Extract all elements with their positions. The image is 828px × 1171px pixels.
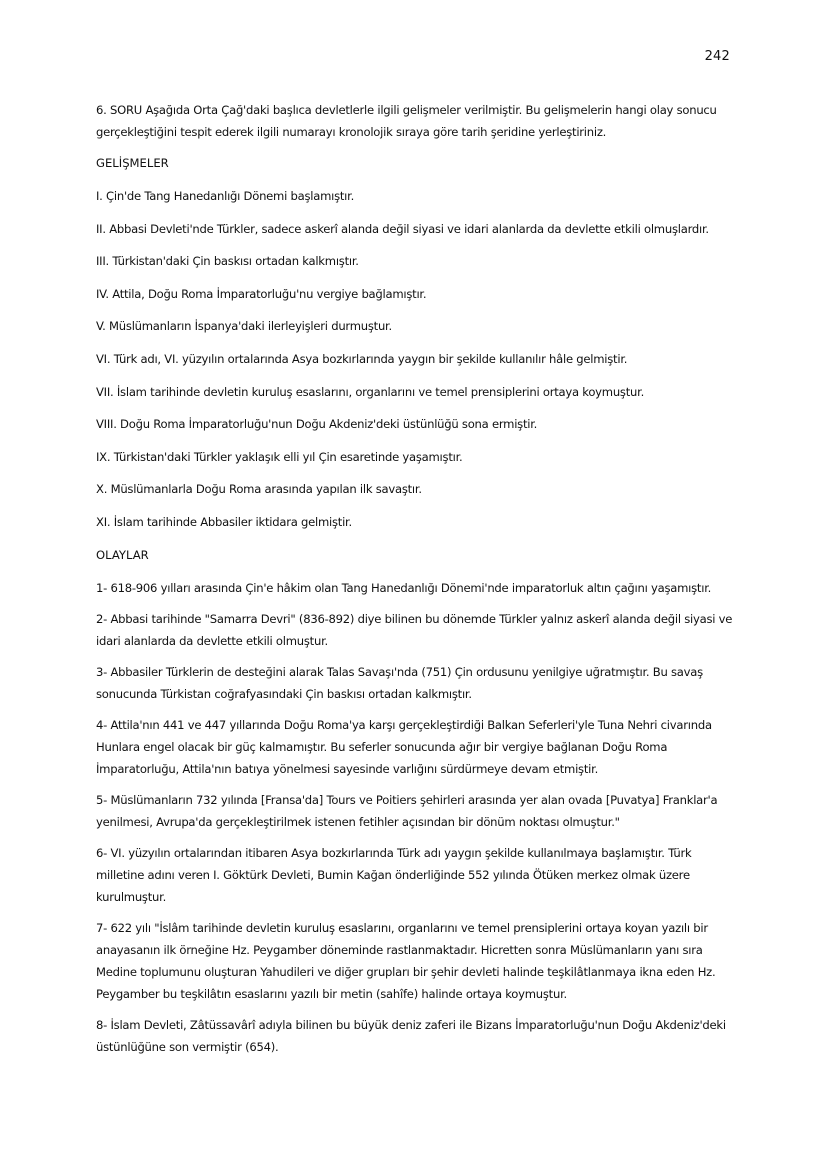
event-item: 8- İslam Devleti, Zâtüssavârî adıyla bilinen bu büyük deniz zaferi ile Bizans İmparatorluğu'nun Doğu Akdeniz'deki üstünlüğüne son vermiştir (654). bbox=[96, 1017, 726, 1054]
development-item: I. Çin'de Tang Hanedanlığı Dönemi başlamıştır. bbox=[96, 189, 355, 203]
development-item: II. Abbasi Devleti'nde Türkler, sadece askerî alanda değil siyasi ve idari alanlarda da devlette etkili olmuşlardır. bbox=[96, 221, 709, 236]
development-item: III. Türkistan'daki Çin baskısı ortadan kalkmıştır. bbox=[96, 254, 359, 269]
development-item: IX. Türkistan'daki Türkler yaklaşık elli yıl Çin esaretinde yaşamıştır. bbox=[96, 449, 463, 464]
question-text: 6. SORU Aşağıda Orta Çağ'daki başlıca devletlerle ilgili gelişmeler verilmiştir. Bu gelişmelerin hangi olay sonucu gerçekleştiğini tespit ederek ilgili numarayı kronolojik sıraya göre tarih şeridine yerleştiriniz. bbox=[96, 103, 717, 139]
event-item: 5- Müslümanların 732 yılında [Fransa'da] Tours ve Poitiers şehirleri arasında yer alan ovada [Puvatya] Franklar'a yenilmesi, Avrupa'da gerçekleştirilmek istenen fetihler açısından bir dönüm noktası olmuştur." bbox=[96, 792, 718, 829]
development-item: VI. Türk adı, VI. yüzyılın ortalarında Asya bozkırlarında yaygın bir şekilde kullanılır hâle gelmiştir. bbox=[96, 351, 628, 366]
development-item: X. Müslümanlarla Doğu Roma arasında yapılan ilk savaştır. bbox=[96, 482, 422, 497]
event-item: 4- Attila'nın 441 ve 447 yıllarında Doğu Roma'ya karşı gerçekleştirdiği Balkan Seferleri'yle Tuna Nehri civarında Hunlara engel olacak bir güç kalmamıştır. Bu seferler sonucunda ağır bir vergiye bağlanan Doğu Roma İmparatorluğu, Attila'nın batıya yönelmesi sayesinde varlığını sürdürmeye devam etmiştir. bbox=[96, 717, 712, 776]
event-item: 6- VI. yüzyılın ortalarından itibaren Asya bozkırlarında Türk adı yaygın şekilde kullanılmaya başlamıştır. Türk milletine adını veren I. Göktürk Devleti, Bumin Kağan önderliğinde 552 yılında Ötüken merkez olmak üzere kurulmuştur. bbox=[96, 845, 692, 904]
developments-heading: GELİŞMELER bbox=[96, 156, 169, 170]
development-item: VIII. Doğu Roma İmparatorluğu'nun Doğu Akdeniz'deki üstünlüğü sona ermiştir. bbox=[96, 417, 538, 432]
development-item: XI. İslam tarihinde Abbasiler iktidara gelmiştir. bbox=[96, 514, 352, 529]
development-item: IV. Attila, Doğu Roma İmparatorluğu'nu vergiye bağlamıştır. bbox=[96, 286, 427, 301]
development-item: V. Müslümanların İspanya'daki ilerleyişleri durmuştur. bbox=[96, 319, 392, 334]
event-item: 7- 622 yılı "İslâm tarihinde devletin kuruluş esaslarını, organlarını ve temel prensiplerini ortaya koyan yazılı bir anayasanın ilk örneğine Hz. Peygamber döneminde rastlanmaktadır. Hicretten sonra Müslümanların yanı sıra Medine toplumunu oluşturan Yahudileri ve diğer grupları bir şehir devleti halinde teşkilâtlanmaya ikna eden Hz. Peygamber bu teşkilâtın esaslarını yazılı bir metin (sahîfe) halinde ortaya koymuştur. bbox=[96, 920, 716, 1001]
event-item: 2- Abbasi tarihinde "Samarra Devri" (836-892) diye bilinen bu dönemde Türkler yalnız askerî alanda değil siyasi ve idari alanlarda da devlette etkili olmuştur. bbox=[96, 611, 733, 648]
event-item: 3- Abbasiler Türklerin de desteğini alarak Talas Savaşı'nda (751) Çin ordusunu yenilgiye uğratmıştır. Bu savaş sonucunda Türkistan coğrafyasındaki Çin baskısı ortadan kalkmıştır. bbox=[96, 664, 703, 701]
page-number: 242 bbox=[704, 49, 730, 64]
event-item: 1- 618-906 yılları arasında Çin'e hâkim olan Tang Hanedanlığı Dönemi'nde imparatorluk altın çağını yaşamıştır. bbox=[96, 580, 712, 595]
development-item: VII. İslam tarihinde devletin kuruluş esaslarını, organlarını ve temel prensiplerini ortaya koymuştur. bbox=[96, 384, 645, 399]
events-heading: OLAYLAR bbox=[96, 547, 149, 562]
document-body bbox=[96, 99, 736, 1067]
